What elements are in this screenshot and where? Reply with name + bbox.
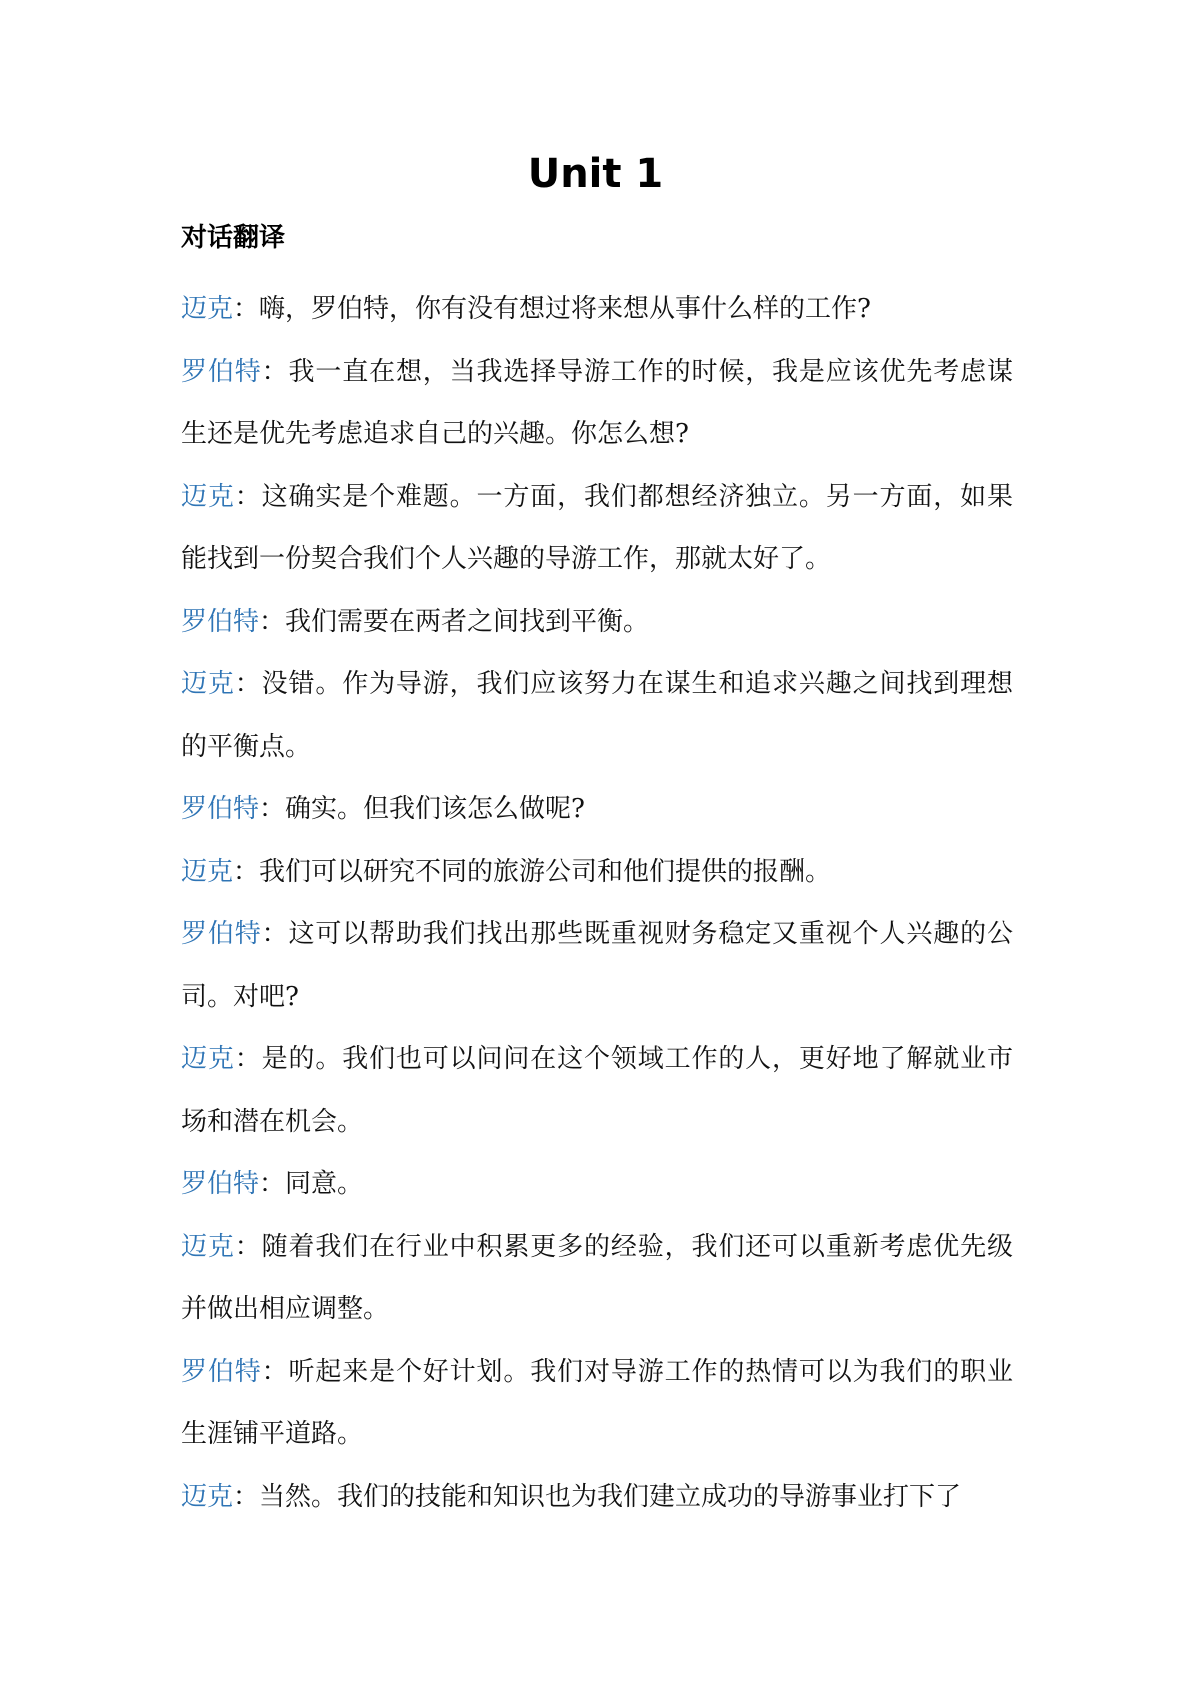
speaker-name: 迈克 [181, 1231, 235, 1262]
speaker-colon: ： [234, 1231, 262, 1262]
speaker-name: 罗伯特 [181, 794, 260, 824]
speaker-colon: ： [234, 669, 262, 699]
speaker-colon: ： [259, 606, 286, 637]
dialogue-list [181, 278, 1013, 1528]
speaker-colon: ： [233, 294, 260, 324]
dialogue-text: 我们可以研究不同的旅游公司和他们提供的报酬。 [259, 856, 832, 887]
speaker-name: 迈克 [181, 294, 234, 324]
page-title: Unit 1 [527, 151, 664, 197]
section-heading: 对话翻译 [181, 223, 286, 253]
dialogue-line [181, 591, 1013, 654]
dialogue-line [181, 341, 1013, 466]
speaker-name: 迈克 [181, 1481, 234, 1512]
dialogue-text: 同意。 [285, 1169, 364, 1199]
speaker-name: 罗伯特 [181, 1169, 260, 1199]
dialogue-line [181, 278, 1013, 341]
speaker-name: 迈克 [181, 669, 235, 699]
dialogue-text: 当然。我们的技能和知识也为我们建立成功的导游事业打下了 [259, 1481, 962, 1512]
dialogue-line [181, 903, 1013, 1028]
dialogue-line [181, 653, 1013, 778]
speaker-colon: ： [259, 794, 286, 824]
speaker-name: 罗伯特 [181, 919, 262, 949]
speaker-name: 迈克 [181, 856, 234, 887]
dialogue-text: 这可以帮助我们找出那些既重视财务稳定又重视个人兴趣的公司。对吧? [181, 919, 1013, 1012]
dialogue-text: 没错。作为导游，我们应该努力在谋生和追求兴趣之间找到理想的平衡点。 [181, 669, 1013, 762]
dialogue-line [181, 1216, 1013, 1341]
speaker-name: 罗伯特 [181, 606, 260, 637]
dialogue-text: 我一直在想，当我选择导游工作的时候，我是应该优先考虑谋生还是优先考虑追求自己的兴趣。你怎么想? [181, 356, 1013, 449]
dialogue-line [181, 841, 1013, 904]
speaker-colon: ： [259, 1169, 286, 1199]
dialogue-line [181, 1341, 1013, 1466]
dialogue-line [181, 1028, 1013, 1153]
dialogue-text: 听起来是个好计划。我们对导游工作的热情可以为我们的职业生涯铺平道路。 [181, 1356, 1013, 1449]
dialogue-line [181, 1466, 1013, 1529]
dialogue-text: 确实。但我们该怎么做呢? [285, 794, 585, 824]
speaker-name: 罗伯特 [181, 356, 262, 387]
dialogue-text: 随着我们在行业中积累更多的经验，我们还可以重新考虑优先级并做出相应调整。 [181, 1231, 1013, 1324]
speaker-colon: ： [233, 1481, 260, 1512]
speaker-name: 迈克 [181, 1044, 235, 1074]
dialogue-text: 这确实是个难题。一方面，我们都想经济独立。另一方面，如果能找到一份契合我们个人兴趣的导游工作，那就太好了。 [181, 481, 1013, 574]
speaker-colon: ： [261, 1356, 289, 1387]
dialogue-line [181, 778, 1013, 841]
dialogue-line [181, 1153, 1013, 1216]
dialogue-line [181, 466, 1013, 591]
dialogue-text: 我们需要在两者之间找到平衡。 [285, 606, 650, 637]
speaker-colon: ： [234, 481, 262, 512]
speaker-colon: ： [261, 356, 289, 387]
speaker-name: 罗伯特 [181, 1356, 262, 1387]
speaker-colon: ： [234, 1044, 262, 1074]
speaker-name: 迈克 [181, 481, 235, 512]
dialogue-text: 嗨，罗伯特，你有没有想过将来想从事什么样的工作? [259, 294, 871, 324]
speaker-colon: ： [261, 919, 289, 949]
dialogue-text: 是的。我们也可以问问在这个领域工作的人，更好地了解就业市场和潜在机会。 [181, 1044, 1013, 1137]
speaker-colon: ： [233, 856, 260, 887]
